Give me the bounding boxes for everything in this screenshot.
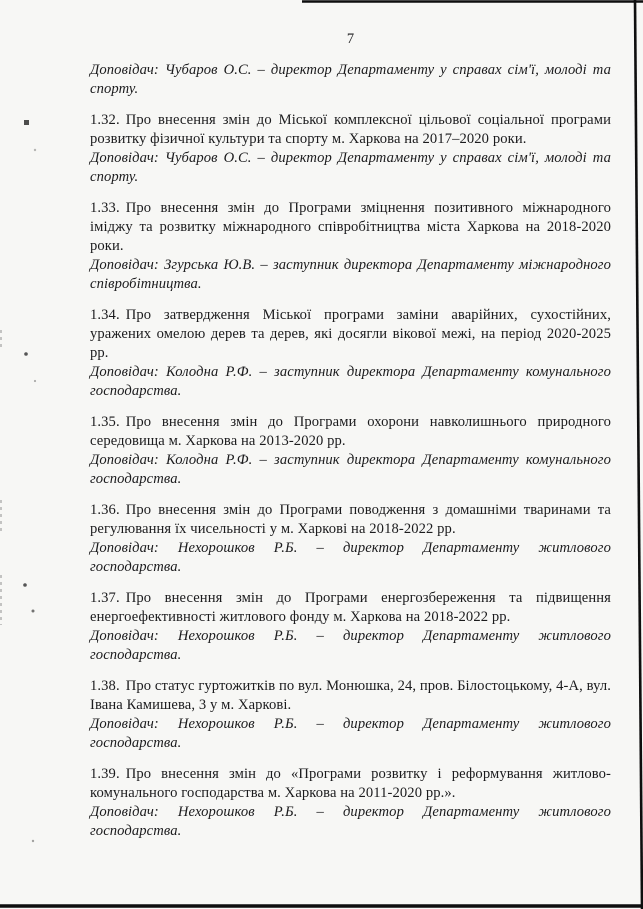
agenda-item-title: Про внесення змін до Програми поводження з домашніми тваринами та регулювання їх чисельності у м. Харкові на 2018-2022 рр.: [90, 502, 611, 537]
agenda-item-number: 1.39.: [90, 766, 120, 782]
agenda-item-title: Про внесення змін до Міської комплексної цільової соціальної програми розвитку фізичної культури та спорту м. Харкова на 2017–2020 роки.: [90, 112, 611, 147]
agenda-item-speaker: Доповідач: Нехорошков Р.Б. – директор Департаменту житлового господарства.: [90, 716, 611, 751]
agenda-item-number: 1.36.: [90, 502, 120, 518]
agenda-item: [90, 61, 611, 99]
agenda-item: [90, 306, 611, 401]
agenda-item-number: 1.37.: [90, 590, 120, 606]
agenda-item: [90, 413, 611, 489]
agenda-item: [90, 589, 611, 665]
agenda-item: [90, 677, 611, 753]
agenda-item-number: 1.33.: [90, 200, 120, 216]
agenda-item-speaker: Доповідач: Згурська Ю.В. – заступник директора Департаменту міжнародного співробітництва.: [90, 257, 611, 292]
agenda-item-title: Про внесення змін до Програми зміцнення позитивного міжнародного іміджу та розвитку міжнародного співробітництва міста Харкова на 2018-2020 роки.: [90, 200, 611, 254]
agenda-item-heading: [90, 501, 611, 539]
agenda-item-speaker: Доповідач: Чубаров О.С. – директор Департаменту у справах сім'ї, молоді та спорту.: [90, 150, 611, 185]
agenda-item-title: Про внесення змін до «Програми розвитку і реформування житлово-комунального господарства м. Харкова на 2011-2020 рр.».: [90, 766, 611, 801]
agenda-item-speaker: Доповідач: Нехорошков Р.Б. – директор Департаменту житлового господарства.: [90, 540, 611, 575]
agenda-item: [90, 199, 611, 294]
agenda-item-heading: [90, 589, 611, 627]
agenda-item-heading: [90, 306, 611, 363]
agenda-item-heading: [90, 677, 611, 715]
page-content: [90, 30, 611, 853]
agenda-item-speaker: Доповідач: Нехорошков Р.Б. – директор Департаменту житлового господарства.: [90, 804, 611, 839]
agenda-item-heading: [90, 111, 611, 149]
agenda-item-title: Про внесення змін до Програми енергозбереження та підвищення енергоефективності житлового фонду м. Харкова на 2018-2022 рр.: [90, 590, 611, 625]
agenda-item-speaker: Доповідач: Колодна Р.Ф. – заступник директора Департаменту комунального господарства.: [90, 452, 611, 487]
agenda-item-number: 1.38.: [90, 678, 120, 694]
agenda-item: [90, 111, 611, 187]
agenda-item-speaker: Доповідач: Чубаров О.С. – директор Департаменту у справах сім'ї, молоді та спорту.: [90, 62, 611, 97]
scan-border-right: [635, 0, 642, 909]
agenda-item-title: Про статус гуртожитків по вул. Монюшка, 24, пров. Білостоцькому, 4-А, вул. Івана Камишева, 3 у м. Харкові.: [90, 678, 611, 713]
agenda-item-number: 1.34.: [90, 307, 120, 323]
agenda-item-heading: [90, 199, 611, 256]
scan-speck: [23, 120, 36, 842]
agenda-item-number: 1.32.: [90, 112, 120, 128]
agenda-item-heading: [90, 413, 611, 451]
agenda-item-number: 1.35.: [90, 414, 120, 430]
agenda-item-speaker: Доповідач: Колодна Р.Ф. – заступник директора Департаменту комунального господарства.: [90, 364, 611, 399]
page-number: 7: [346, 31, 355, 47]
agenda-item-title: Про затвердження Міської програми заміни аварійних, сухостійних, уражених омелою дерев та дерев, які досягли вікової межі, на період 2020-2025 рр.: [90, 307, 611, 361]
agenda-item-title: Про внесення змін до Програми охорони навколишнього природного середовища м. Харкова на 2013-2020 рр.: [90, 414, 611, 449]
agenda-item-heading: [90, 765, 611, 803]
agenda-item: [90, 765, 611, 841]
agenda-item-speaker: Доповідач: Нехорошков Р.Б. – директор Департаменту житлового господарства.: [90, 628, 611, 663]
agenda-list: [90, 61, 611, 841]
agenda-item: [90, 501, 611, 577]
